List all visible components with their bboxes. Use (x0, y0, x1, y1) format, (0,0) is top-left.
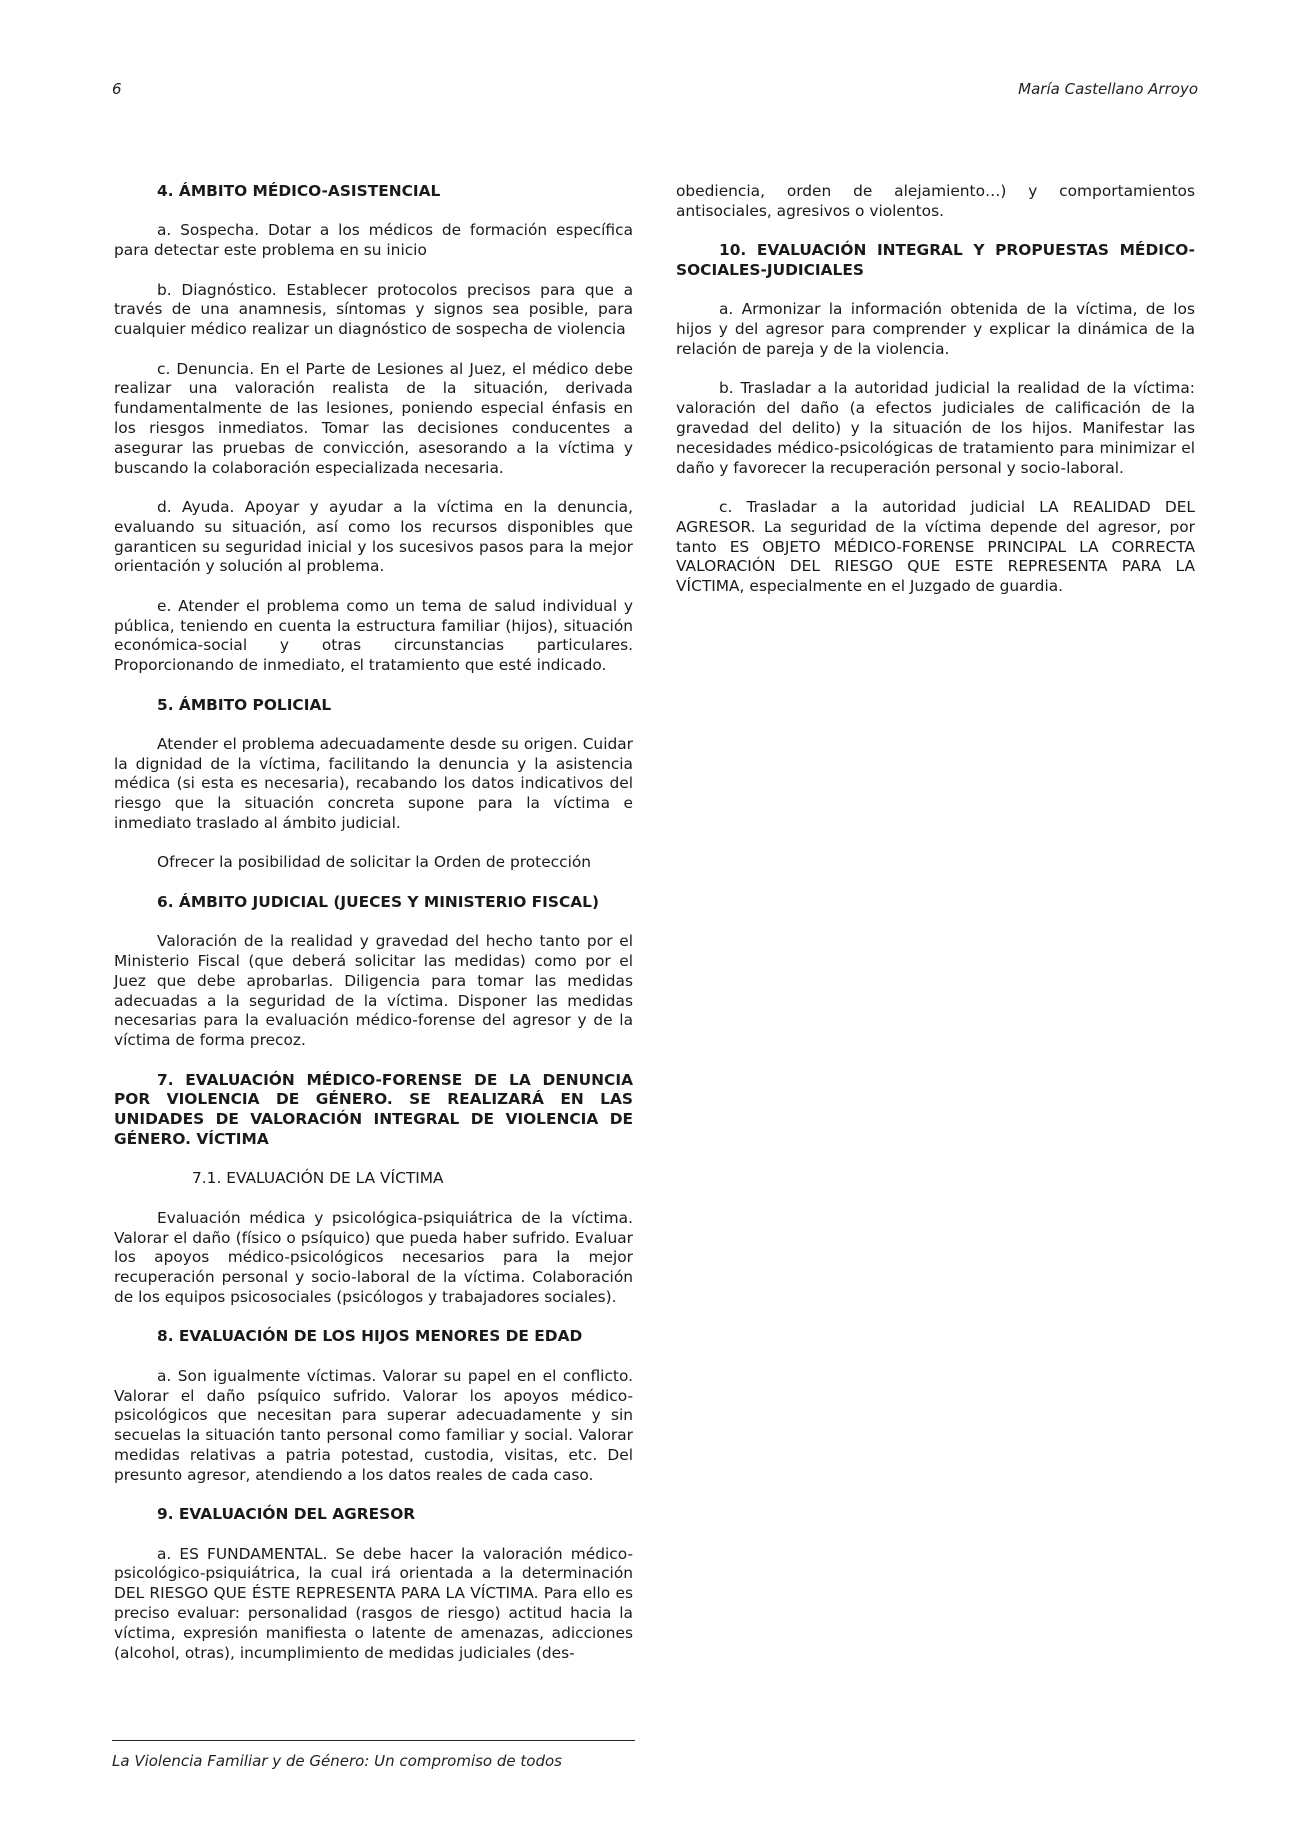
paragraph: c. Trasladar a la autoridad judicial LA REALIDAD DEL AGRESOR. La seguridad de la víctima depende del agresor, por tanto ES OBJETO MÉDICO-FORENSE PRINCIPAL LA CORRECTA VALORACIÓN DEL RIESGO QUE ESTE REPRESENTA PARA LA VÍCTIMA, especialmente en el Juzgado de guardia. (676, 497, 1195, 596)
paragraph: b. Trasladar a la autoridad judicial la realidad de la víctima: valoración del daño (a efectos judiciales de calificación de la gravedad del delito) y la situación de los hijos. Manifestar las necesidades médico-psicológicas de tratamiento para minimizar el daño y favorecer la recuperación personal y socio-laboral. (676, 379, 1195, 477)
paragraph: Evaluación médica y psicológica-psiquiátrica de la víctima. Valorar el daño (físico o psíquico) que pueda haber sufrido. Evaluar los apoyos médico-psicológicos necesarios para la mejor recuperación personal y socio-laboral de la víctima. Colaboración de los equipos psicosociales (psicólogos y trabajadores sociales). (114, 1208, 633, 1306)
section-heading: 5. ÁMBITO POLICIAL (157, 695, 332, 714)
paragraph: a. Sospecha. Dotar a los médicos de formación específica para detectar este problema en su inicio (114, 221, 633, 260)
page-number: 6 (112, 80, 122, 98)
section-heading: 10. EVALUACIÓN INTEGRAL Y PROPUESTAS MÉDICO-SOCIALES-JUDICIALES (676, 241, 1195, 279)
paragraph: Valoración de la realidad y gravedad del hecho tanto por el Ministerio Fiscal (que deberá solicitar las medidas) como por el Juez que debe aprobarlas. Diligencia para tomar las medidas adecuadas a la seguridad de la víctima. Disponer las medidas necesarias para la evaluación médico-forense del agresor y de la víctima de forma precoz. (114, 932, 633, 1050)
section-heading: 8. EVALUACIÓN DE LOS HIJOS MENORES DE EDAD (157, 1327, 583, 1346)
paragraph-continuation: obediencia, orden de alejamiento…) y comportamientos antisociales, agresivos o violentos. (676, 182, 1195, 220)
section-heading: 4. ÁMBITO MÉDICO-ASISTENCIAL (157, 182, 441, 200)
paragraph: e. Atender el problema como un tema de salud individual y pública, teniendo en cuenta la estructura familiar (hijos), situación económica-social y otras circunstancias particulares. Proporcionando de inmediato, el tratamiento que esté indicado. (114, 596, 633, 675)
section-heading: 9. EVALUACIÓN DEL AGRESOR (157, 1505, 416, 1524)
paragraph: Atender el problema adecuadamente desde su origen. Cuidar la dignidad de la víctima, facilitando la denuncia y la asistencia médica (si esta es necesaria), recabando los datos indicativos del riesgo que la situación concreta supone para la víctima e inmediato traslado al ámbito judicial. (114, 734, 633, 833)
section-heading: 7. EVALUACIÓN MÉDICO-FORENSE DE LA DENUNCIA POR VIOLENCIA DE GÉNERO. SE REALIZARÁ EN LAS UNIDADES DE VALORACIÓN INTEGRAL DE VIOLENCIA DE GÉNERO. VÍCTIMA (114, 1070, 633, 1149)
section-heading: 6. ÁMBITO JUDICIAL (JUECES Y MINISTERIO FISCAL) (157, 892, 600, 911)
left-column (114, 182, 633, 1683)
paragraph: a. Son igualmente víctimas. Valorar su papel en el conflicto. Valorar el daño psíquico sufrido. Valorar los apoyos médico-psicológicos que necesitan para superar adecuadamente y sin secuelas la situación tanto personal como familiar y social. Valorar medidas relativas a patria potestad, custodia, visitas, etc. Del presunto agresor, atendiendo a los datos reales de cada caso. (114, 1366, 633, 1484)
paragraph: Ofrecer la posibilidad de solicitar la Orden de protección (157, 853, 592, 872)
paragraph: a. ES FUNDAMENTAL. Se debe hacer la valoración médico-psicológico-psiquiátrica, la cual irá orientada a la determinación DEL RIESGO QUE ÉSTE REPRESENTA PARA LA VÍCTIMA. Para ello es preciso evaluar: personalidad (rasgos de riesgo) actitud hacia la víctima, expresión manifiesta o latente de amenazas, adicciones (alcohol, otras), incumplimiento de medidas judiciales (des- (114, 1544, 633, 1662)
paragraph: a. Armonizar la información obtenida de la víctima, de los hijos y del agresor para comprender y explicar la dinámica de la relación de pareja y de la violencia. (676, 300, 1195, 358)
right-column (676, 182, 1195, 617)
subsection-heading: 7.1. EVALUACIÓN DE LA VÍCTIMA (192, 1169, 444, 1188)
paragraph: d. Ayuda. Apoyar y ayudar a la víctima en la denuncia, evaluando su situación, así como los recursos disponibles que garanticen su seguridad inicial y los sucesivos pasos para la mejor orientación y solución al problema. (114, 497, 633, 576)
footer-divider (112, 1740, 635, 1741)
running-header-author: María Castellano Arroyo (1018, 80, 1198, 98)
paragraph: c. Denuncia. En el Parte de Lesiones al Juez, el médico debe realizar una valoración realista de la situación, derivada fundamentalmente de las lesiones, poniendo especial énfasis en los riesgos inmediatos. Tomar las decisiones conducentes a asegurar las pruebas de convicción, asesorando a la víctima y buscando la colaboración especializada necesaria. (114, 359, 633, 477)
paragraph: b. Diagnóstico. Establecer protocolos precisos para que a través de una anamnesis, síntomas y signos sea posible, para cualquier médico realizar un diagnóstico de sospecha de violencia (114, 280, 633, 339)
running-footer-title: La Violencia Familiar y de Género: Un compromiso de todos (112, 1752, 562, 1770)
